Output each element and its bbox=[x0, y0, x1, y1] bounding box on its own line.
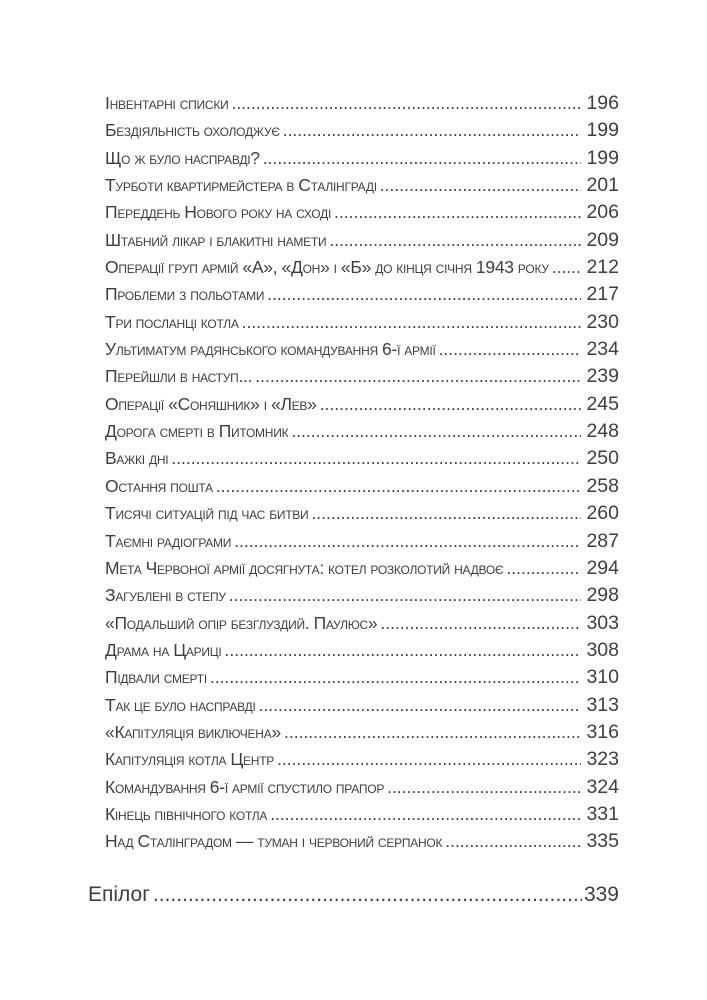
toc-epilogue-entry bbox=[88, 880, 619, 910]
toc-entry-page: 308 bbox=[586, 638, 619, 661]
toc-entry-page: 230 bbox=[586, 310, 619, 333]
toc-entry-page: 239 bbox=[586, 365, 619, 388]
toc-entry bbox=[105, 199, 619, 226]
toc-entry bbox=[105, 145, 619, 172]
toc-entry-page: 294 bbox=[586, 556, 619, 579]
toc-entry-page: 196 bbox=[586, 92, 619, 114]
toc-entry bbox=[105, 610, 619, 637]
toc-leader-dots bbox=[234, 528, 581, 555]
toc-leader-dots bbox=[259, 692, 582, 719]
toc-entry-page: 316 bbox=[586, 720, 619, 743]
toc-entry-title: Ультиматум радянського командування 6-ї армії bbox=[105, 339, 436, 360]
toc-entry bbox=[105, 719, 619, 746]
toc-entry-title: Операції груп армій «А», «Дон» і «Б» до кінця січня 1943 року bbox=[105, 257, 549, 278]
toc-leader-dots bbox=[277, 746, 581, 773]
toc-entry bbox=[105, 692, 619, 719]
toc-entry bbox=[105, 555, 619, 582]
toc-leader-dots bbox=[231, 90, 581, 117]
toc-entry-title: Інвентарні списки bbox=[105, 93, 229, 113]
toc-leader-dots bbox=[320, 391, 582, 418]
toc-leader-dots bbox=[242, 309, 582, 336]
toc-entry bbox=[105, 473, 619, 500]
toc-entry-title: Штабний лікар і блакитні намети bbox=[105, 229, 327, 250]
toc-leader-dots bbox=[229, 582, 582, 609]
toc-leader-dots bbox=[380, 172, 582, 199]
toc-entry bbox=[105, 117, 619, 144]
toc-entry-title: Бездіяльність охолоджує bbox=[105, 120, 280, 141]
toc-epilogue-page: 339 bbox=[583, 883, 619, 906]
toc-entry-title: Проблеми з польотами bbox=[105, 284, 265, 305]
toc-entry-title: Перейшли в наступ... bbox=[105, 366, 253, 387]
toc-entry bbox=[105, 254, 619, 281]
toc-entry-title: Підвали смерті bbox=[105, 667, 207, 688]
toc-leader-dots bbox=[329, 227, 581, 254]
toc-entry-page: 217 bbox=[586, 283, 619, 306]
toc-entry-page: 250 bbox=[586, 447, 619, 470]
toc-entry bbox=[105, 746, 619, 773]
toc-entry-title: Командування 6-ї армії спустило прапор bbox=[105, 776, 385, 797]
toc-entry-page: 298 bbox=[586, 584, 619, 607]
toc-leader-dots bbox=[283, 117, 582, 144]
toc-entry bbox=[105, 227, 619, 254]
toc-entry bbox=[105, 500, 619, 527]
toc-leader-dots bbox=[270, 801, 581, 828]
toc-entry-page: 234 bbox=[586, 338, 619, 361]
toc-entry-title: Переддень Нового року на сході bbox=[105, 202, 332, 223]
toc-leader-dots bbox=[439, 336, 582, 363]
toc-entry bbox=[105, 336, 619, 363]
toc-entry bbox=[105, 637, 619, 664]
toc-entry-title: Операції «Соняшник» і «Лев» bbox=[105, 393, 317, 414]
toc-list bbox=[105, 90, 619, 856]
toc-entry bbox=[105, 281, 619, 308]
toc-entry bbox=[105, 90, 619, 117]
toc-entry bbox=[105, 172, 619, 199]
toc-leader-dots bbox=[380, 610, 581, 637]
toc-entry-title: Тисячі ситуацій під час битви bbox=[105, 503, 309, 524]
toc-leader-dots bbox=[311, 500, 581, 527]
toc-leader-dots bbox=[552, 254, 582, 281]
toc-leader-dots bbox=[291, 418, 581, 445]
toc-entry-page: 206 bbox=[586, 201, 619, 224]
toc-entry-title: Важкі дні bbox=[105, 448, 169, 469]
toc-entry bbox=[105, 664, 619, 691]
toc-entry bbox=[105, 418, 619, 445]
toc-leader-dots bbox=[267, 281, 581, 308]
toc-entry-page: 199 bbox=[586, 119, 619, 142]
toc-entry bbox=[105, 445, 619, 472]
toc-leader-dots bbox=[506, 555, 581, 582]
toc-entry-page: 310 bbox=[586, 666, 619, 689]
toc-entry-title: Що ж було насправді? bbox=[105, 147, 260, 168]
toc-entry bbox=[105, 774, 619, 801]
toc-entry bbox=[105, 528, 619, 555]
toc-leader-dots bbox=[255, 363, 581, 390]
toc-entry-title: Драма на Цариці bbox=[105, 639, 222, 660]
toc-entry bbox=[105, 582, 619, 609]
toc-entry-title: Капітуляція котла Центр bbox=[105, 749, 275, 770]
toc-entry-page: 248 bbox=[586, 420, 619, 443]
toc-entry-page: 212 bbox=[586, 256, 619, 279]
toc-leader-dots bbox=[445, 828, 581, 855]
toc-entry-page: 303 bbox=[586, 611, 619, 634]
toc-entry-page: 313 bbox=[586, 693, 619, 716]
toc-leader-dots bbox=[284, 719, 581, 746]
toc-leader-dots bbox=[387, 774, 581, 801]
toc-entry-page: 245 bbox=[586, 392, 619, 415]
toc-entry-page: 201 bbox=[586, 174, 619, 197]
toc-leader-dots bbox=[210, 664, 582, 691]
toc-entry-title: Над Сталінградом — туман і червоний серпанок bbox=[105, 831, 443, 852]
toc-entry bbox=[105, 391, 619, 418]
toc-entry-page: 331 bbox=[586, 802, 619, 825]
toc-entry-title: Турботи квартирмейстера в Сталінграді bbox=[105, 175, 377, 196]
toc-entry bbox=[105, 363, 619, 390]
toc-entry-page: 323 bbox=[586, 748, 619, 771]
toc-entry-title: «Капітуляція виключена» bbox=[105, 721, 281, 742]
toc-leader-dots bbox=[171, 445, 581, 472]
toc-entry-page: 258 bbox=[586, 474, 619, 497]
toc-entry-page: 199 bbox=[586, 146, 619, 169]
toc-entry-page: 335 bbox=[586, 830, 619, 853]
toc-entry-title: Загублені в степу bbox=[105, 585, 226, 606]
toc-leader-dots bbox=[225, 637, 582, 664]
toc-entry-page: 287 bbox=[586, 529, 619, 552]
toc-entry-page: 209 bbox=[586, 228, 619, 251]
toc-entry-page: 324 bbox=[586, 775, 619, 798]
toc-entry bbox=[105, 801, 619, 828]
toc-leader-dots bbox=[263, 145, 582, 172]
toc-entry-title: Дорога смерті в Питомник bbox=[105, 421, 289, 442]
toc-leader-dots bbox=[216, 473, 582, 500]
toc-entry-title: Таємні радіограми bbox=[105, 530, 232, 551]
toc-epilogue-title: Епілог bbox=[88, 883, 150, 906]
toc-entry-page: 260 bbox=[586, 502, 619, 525]
toc-entry-title: Так це було насправді bbox=[105, 694, 256, 715]
toc-entry-title: Кінець північного котла bbox=[105, 803, 268, 824]
toc-entry bbox=[105, 309, 619, 336]
toc-entry-title: Остання пошта bbox=[105, 475, 213, 496]
toc-leader-dots bbox=[334, 199, 581, 226]
toc-entry-title: Три посланці котла bbox=[105, 311, 239, 332]
toc-leader-dots bbox=[153, 880, 582, 910]
toc-entry bbox=[105, 828, 619, 855]
toc-entry-title: Мета Червоної армії досягнута: котел розколотий надвоє bbox=[105, 557, 504, 578]
toc-entry-title: «Подальший опір безглуздий. Паулюс» bbox=[105, 612, 378, 633]
